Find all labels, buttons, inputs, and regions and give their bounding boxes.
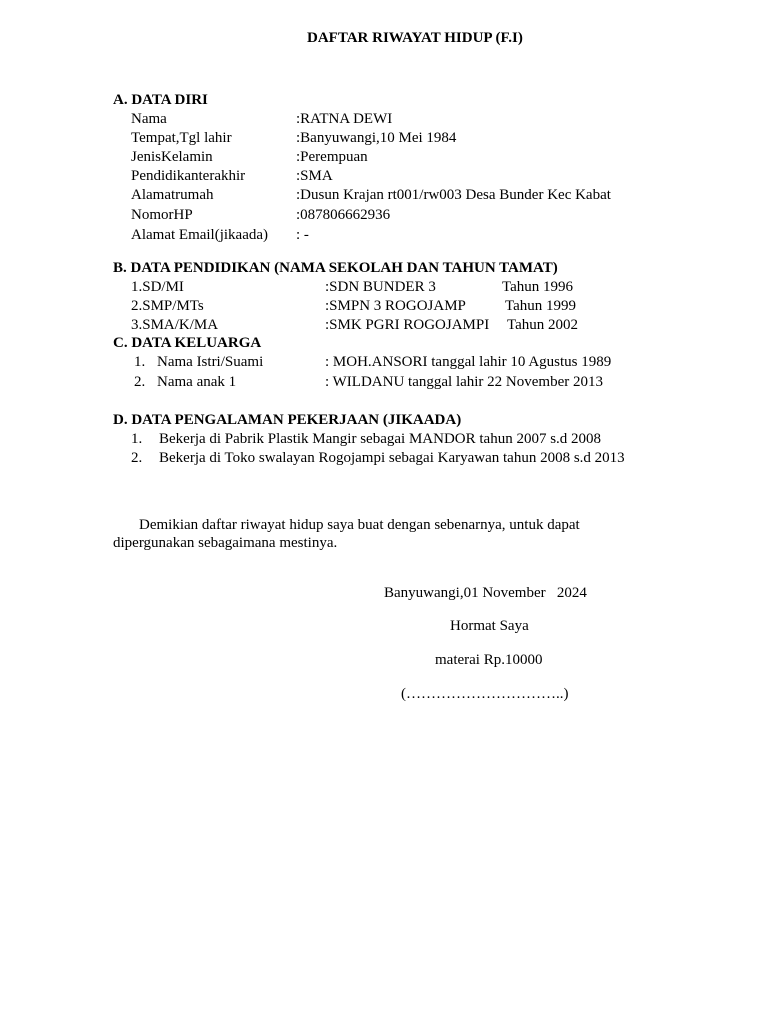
section-d-heading: D. DATA PENGALAMAN PEKERJAAN (JIKAADA): [113, 412, 462, 428]
document-title: DAFTAR RIWAYAT HIDUP (F.I): [307, 30, 523, 46]
label-alamat-rumah: Alamatrumah: [131, 187, 214, 203]
family-number: 2.: [134, 374, 146, 390]
education-school: :SDN BUNDER 3: [325, 279, 436, 295]
signature-greeting: Hormat Saya: [450, 618, 529, 634]
label-jenis-kelamin: JenisKelamin: [131, 149, 213, 165]
family-number: 1.: [134, 354, 146, 370]
work-number: 2.: [131, 450, 143, 466]
section-c-heading: C. DATA KELUARGA: [113, 335, 262, 351]
signature-stamp: materai Rp.10000: [435, 652, 543, 668]
education-year: Tahun 2002: [507, 317, 579, 333]
label-nomor-hp: NomorHP: [131, 207, 193, 223]
value-pendidikan-terakhir: :SMA: [296, 168, 333, 184]
value-alamat-rumah: :Dusun Krajan rt001/rw003 Desa Bunder Kec Kabat: [296, 187, 611, 203]
family-label: Nama Istri/Suami: [157, 354, 264, 370]
value-nama: :RATNA DEWI: [296, 111, 393, 127]
education-level: 3.SMA/K/MA: [131, 317, 219, 333]
closing-line-1: Demikian daftar riwayat hidup saya buat dengan sebenarnya, untuk dapat: [139, 517, 580, 533]
value-tempat-tgl-lahir: :Banyuwangi,10 Mei 1984: [296, 130, 457, 146]
work-item: Bekerja di Pabrik Plastik Mangir sebagai MANDOR tahun 2007 s.d 2008: [159, 431, 602, 447]
signature-name-line: (…………………………..): [401, 686, 569, 702]
education-year: Tahun 1996: [502, 279, 574, 295]
education-level: 2.SMP/MTs: [131, 298, 204, 314]
label-pendidikan-terakhir: Pendidikanterakhir: [131, 168, 246, 184]
education-year: Tahun 1999: [505, 298, 577, 314]
section-b-heading: B. DATA PENDIDIKAN (NAMA SEKOLAH DAN TAHUN TAMAT): [113, 260, 558, 276]
label-tempat-tgl-lahir: Tempat,Tgl lahir: [131, 130, 232, 146]
family-value: : WILDANU tanggal lahir 22 November 2013: [325, 374, 603, 390]
education-school: :SMPN 3 ROGOJAMP: [325, 298, 466, 314]
section-a-heading: A. DATA DIRI: [113, 92, 208, 108]
label-alamat-email: Alamat Email(jikaada): [131, 227, 269, 243]
education-school: :SMK PGRI ROGOJAMPI: [325, 317, 490, 333]
closing-line-2: dipergunakan sebagaimana mestinya.: [113, 535, 338, 551]
label-nama: Nama: [131, 111, 167, 127]
education-level: 1.SD/MI: [131, 279, 184, 295]
value-jenis-kelamin: :Perempuan: [296, 149, 368, 165]
value-alamat-email: : -: [296, 227, 309, 243]
family-label: Nama anak 1: [157, 374, 237, 390]
work-item: Bekerja di Toko swalayan Rogojampi sebagai Karyawan tahun 2008 s.d 2013: [159, 450, 625, 466]
family-value: : MOH.ANSORI tanggal lahir 10 Agustus 1989: [325, 354, 612, 370]
value-nomor-hp: :087806662936: [296, 207, 391, 223]
work-number: 1.: [131, 431, 143, 447]
signature-place-date: Banyuwangi,01 November 2024: [384, 585, 587, 601]
